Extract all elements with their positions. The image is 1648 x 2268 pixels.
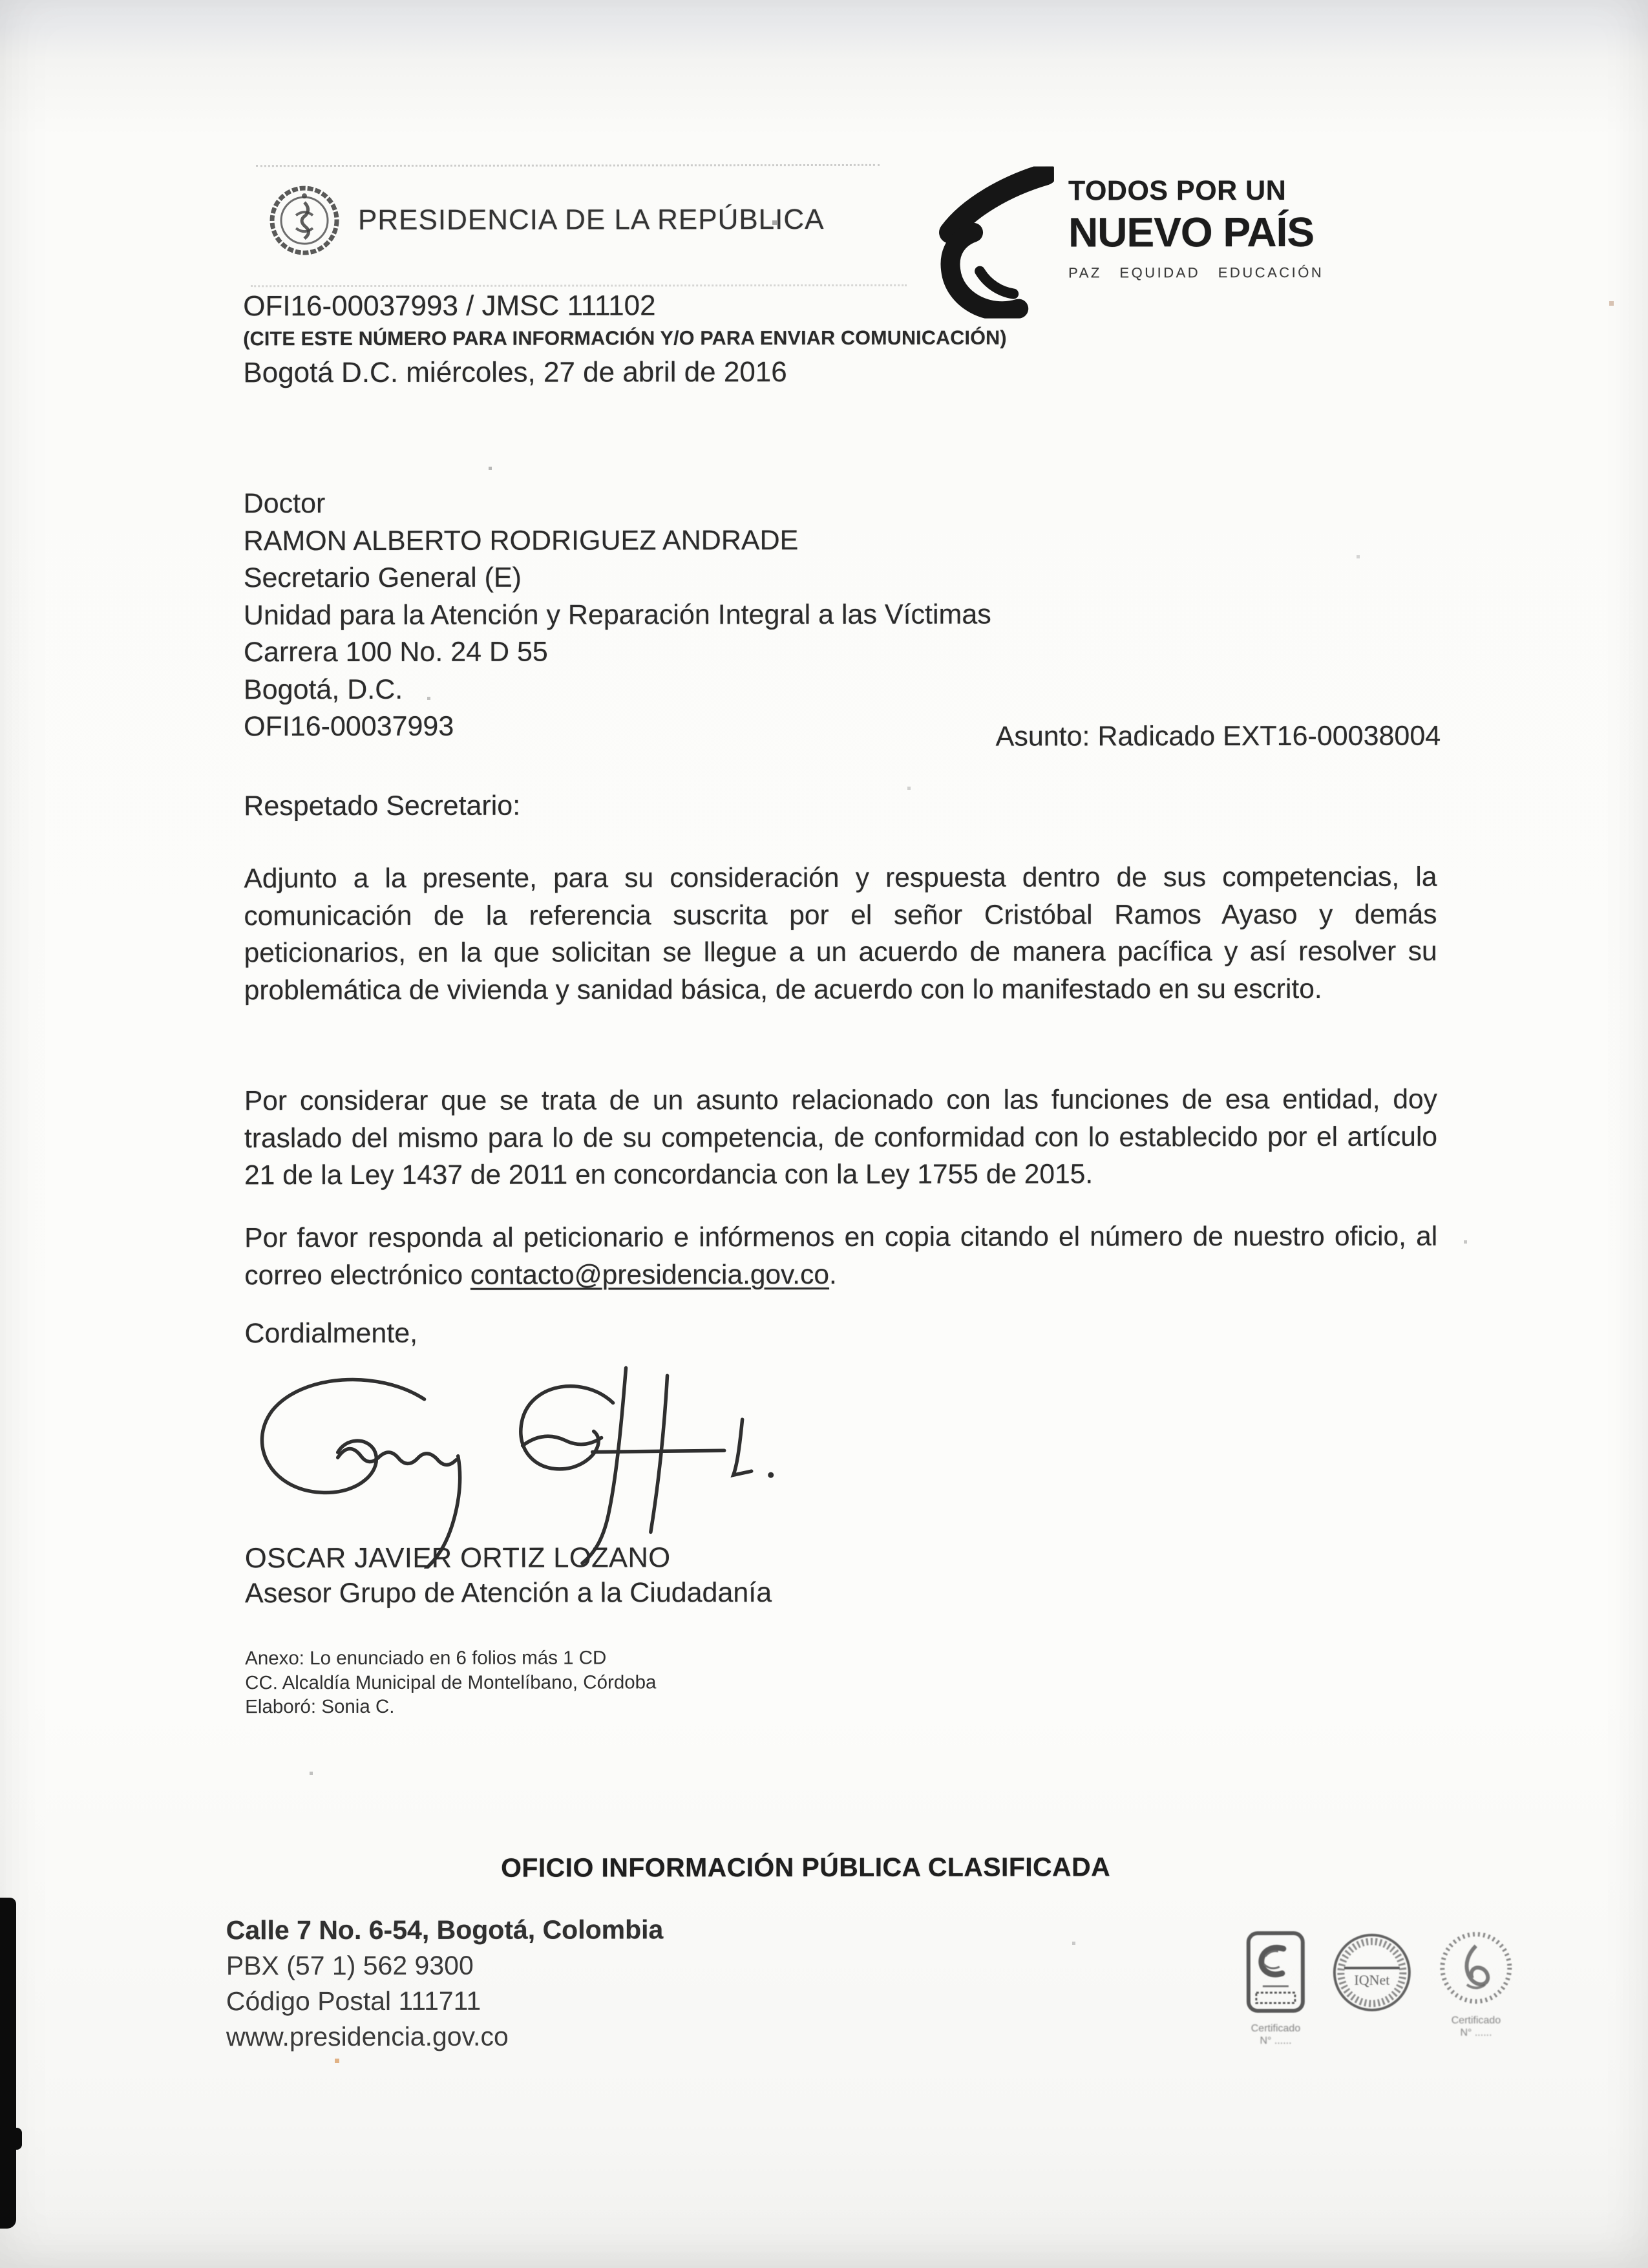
icontec-caption bbox=[1251, 2022, 1301, 2047]
paragraph3-text: Por favor responda al peticionario e infórmenos en copia citando el número de nuestro oficio, al correo electrónico bbox=[244, 1221, 1438, 1291]
entity-name: PRESIDENCIA DE LA REPÚBLICA bbox=[357, 203, 825, 237]
footer-address: Calle 7 No. 6-54, Bogotá, Colombia bbox=[226, 1914, 664, 1945]
iqnet-label: IQNet bbox=[1354, 1971, 1390, 1988]
scan-edge-artifact bbox=[0, 1898, 16, 2229]
footer-pbx: PBX (57 1) 562 9300 bbox=[226, 1950, 474, 1981]
footer-postal: Código Postal 111711 bbox=[226, 1986, 481, 2017]
footnote-elaboro: Elaboró: Sonia C. bbox=[245, 1695, 395, 1718]
reference-block bbox=[243, 290, 1007, 390]
footer-website: www.presidencia.gov.co bbox=[226, 2021, 509, 2052]
recipient-line: Unidad para la Atención y Reparación Integral a las Víctimas bbox=[243, 599, 991, 631]
recipient-line: RAMON ALBERTO RODRIGUEZ ANDRADE bbox=[243, 524, 799, 556]
body-paragraph-1: Adjunto a la presente, para su consideración y respuesta dentro de sus competencias, la comunicación de la referencia suscrita por el señor Cristóbal Ramos Ayaso y demás peticionarios, en la que solicitan se llegue a un acuerdo de manera pacífica y así resolver su problemática de vivienda y sanidad básica, de acuerdo con lo manifestado en su escrito. bbox=[244, 862, 1437, 1006]
closing: Cordialmente, bbox=[244, 1317, 418, 1350]
email-address: contacto@presidencia.gov.co bbox=[470, 1259, 829, 1291]
gp-caption-line1: Certificado bbox=[1451, 2015, 1501, 2026]
icontec-caption-line2: N° ...... bbox=[1260, 2035, 1292, 2047]
iqnet-seal-icon bbox=[1330, 1931, 1414, 2015]
footer-address-block bbox=[226, 1912, 664, 2055]
icontec-caption-line1: Certificado bbox=[1251, 2022, 1301, 2035]
scan-artifact-line bbox=[256, 164, 880, 167]
subject-line: Asunto: Radicado EXT16-00038004 bbox=[995, 720, 1441, 752]
presidencia-seal-icon bbox=[268, 182, 341, 259]
radicado-number: OFI16-00037993 / JMSC 111102 bbox=[243, 290, 656, 323]
scan-noise-speckles bbox=[0, 0, 2, 2]
footnote-cc: CC. Alcaldía Municipal de Montelíbano, Córdoba bbox=[245, 1671, 657, 1693]
gp-caption bbox=[1452, 2015, 1501, 2039]
scan-artifact-line bbox=[251, 284, 907, 287]
signer-title: Asesor Grupo de Atención a la Ciudadanía bbox=[244, 1577, 772, 1609]
campaign-tagline: PAZ EQUIDAD EDUCACIÓN bbox=[1068, 264, 1324, 281]
scan-edge-artifact-nub bbox=[13, 2128, 22, 2150]
gp-seal-icon bbox=[1439, 1931, 1514, 2006]
gp-certification-seal bbox=[1439, 1931, 1514, 2039]
body-paragraph-2: Por considerar que se trata de un asunto relacionado con las funciones de esa entidad, doy traslado del mismo para lo de su competencia, de conformidad con lo establecido por el artículo 21 de la Ley 1437 de 2011 en concordancia con la Ley 1755 de 2015. bbox=[244, 1084, 1438, 1191]
campaign-text bbox=[1068, 175, 1324, 319]
icontec-seal-icon bbox=[1246, 1931, 1305, 2013]
paragraph3-period: . bbox=[829, 1259, 837, 1290]
classification-title: OFICIO INFORMACIÓN PÚBLICA CLASIFICADA bbox=[501, 1852, 1111, 1883]
certification-seals bbox=[1246, 1931, 1514, 2048]
icontec-seal bbox=[1246, 1931, 1305, 2047]
signer-name: OSCAR JAVIER ORTIZ LOZANO bbox=[244, 1542, 671, 1574]
gov-header bbox=[268, 181, 825, 259]
date-line: Bogotá D.C. miércoles, 27 de abril de 2016 bbox=[243, 356, 787, 389]
signature-ink bbox=[230, 1348, 799, 1569]
recipient-line: Doctor bbox=[243, 488, 326, 520]
recipient-line: Carrera 100 No. 24 D 55 bbox=[243, 636, 548, 668]
recipient-line: OFI16-00037993 bbox=[244, 710, 454, 743]
footnotes-block bbox=[245, 1646, 656, 1719]
footnote-anexo: Anexo: Lo enunciado en 6 folios más 1 CD bbox=[245, 1647, 607, 1669]
recipient-line: Bogotá, D.C. bbox=[244, 673, 403, 705]
campaign-line2: NUEVO PAÍS bbox=[1068, 208, 1315, 256]
recipient-line: Secretario General (E) bbox=[243, 562, 522, 594]
salutation: Respetado Secretario: bbox=[244, 790, 521, 822]
gp-caption-line2: N° ...... bbox=[1460, 2027, 1492, 2039]
body-paragraph-3 bbox=[244, 1218, 1437, 1295]
campaign-line1: TODOS POR UN bbox=[1068, 175, 1287, 207]
iqnet-seal bbox=[1330, 1931, 1414, 2015]
recipient-block bbox=[244, 485, 991, 746]
cite-note: (CITE ESTE NÚMERO PARA INFORMACIÓN Y/O PARA ENVIAR COMUNICACIÓN) bbox=[243, 326, 1007, 350]
